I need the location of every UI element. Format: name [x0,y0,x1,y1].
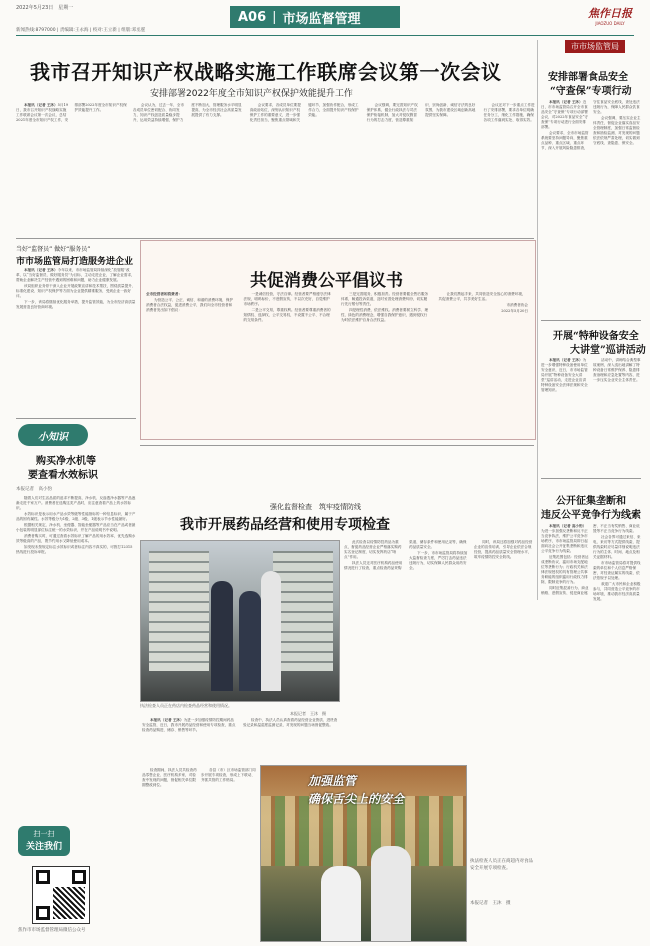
paper-logo [575,5,645,26]
editor-line: 新闻热线:8797000 | 责编辑:王永海 | 校对:王立新 | 组版:邓丞霆 [16,28,146,33]
food-slogan-1: 加强监管 [308,774,357,788]
public-bidding-byline: 本报讯（记者 高小豹） [549,524,587,528]
qr-caption: 焦作市市场监督管理局微信公众号 [18,928,86,933]
qr-label-2: 关注我们 [25,842,62,852]
special-equipment-title-2: 大讲堂”巡讲活动 [570,345,646,356]
good-service-body: 本报讯（记者 王沐）今年以来，市市场监管局持续深化“放管服”改革，以“当好监督员、做好服务员”为目标，主动走进企业，了解企业需求，帮助企业解决生产经营中遇到的困难和问题，助力企业健康发展。 该局组织业务骨干深入企业开展政策宣讲和技术帮扶，围绕质量提升、标准化建设、知识产权保护等方面为企业提供精准服务，受到企业一致好评。 下一步，该局将继续优化服务举措，提升监管效能，为全市经济高质量发展营造良好营商环境。 [16,268,136,309]
drug-check-photo [140,540,340,702]
good-service-kicker: 当好“监督员” 做好“服务员” [16,246,91,253]
proposal-bottom-rule [140,445,534,446]
special-equipment-body: 本报讯（记者 王沐）为进一步增强特种设备使用单位安全意识，近日，市市场监管局开展“特种设备安全大讲堂”巡讲活动，走进企业宣讲特种设备安全法律法规和安全管理知识。 活动中，讲师结合典型事故案例，深入浅出地讲解了特种设备日常维护保养、隐患排查治理和应急处置等内容，进一步压实企业安全主体责任。 [541,358,641,392]
food-safety-body: 本报讯（记者 王沐）近日，市市场监管局召开全市食品安全“守查保”专项行动部署会议，对2022年食品安全“守查保”专项行动进行全面安排部署。 会议要求，全市市场监管系统要坚持问题导向，聚焦重点品种、重点区域、重点环节，深入开展风险隐患排查，守住食品安全底线，查处违法违规行为，保障人民群众饮食安全。 会议强调，要压实企业主体责任，督促企业落实食品安全管理制度，加强日常监督检查和抽检监测，对发现的问题依法依规严肃处理，切实做到守底线、查隐患、保安全。 [541,100,641,150]
lead-bottom-rule [16,238,534,239]
proposal-title: 共促消费公平倡议书 [250,271,403,291]
drug-check-byline: 本报讯（记者 王沐） [150,718,184,722]
public-bidding-title-2: 违反公平竞争行为线索 [541,510,641,521]
drug-check-title: 我市开展药品经营和使用专项检查 [180,517,390,533]
proposal-signature: 市消费者协会 [506,303,528,307]
drug-check-body-right: 此次检查以疫情防控药品为重点，督促药品经营企业严格落实购药实名登记制度，切实发挥药店“哨点”作用。 执法人员还对医疗机构药品使用情况进行了检查，重点检查药品采购渠道、储存条件和使用记录等，确保药品质量安全。 下一步，市市场监管局将持续加大监督检查力度，严厉打击药品违法违规行为，切实保障人民群众用药安全。 同时，该局还将加强对药品经营企业的宣传培训，引导企业依法合规经营，提高药品质量安全管理水平，筑牢疫情防控安全防线。 [344,540,533,570]
lead-byline: 本报讯（记者 王沐） [24,103,58,107]
public-bidding-body: 本报讯（记者 高小豹）为进一步加强反垄断和反不正当竞争执法，维护公平竞争市场秩序，市市场监管局即日起面向社会公开征集垄断和违反公平竞争行为线索。 征集范围包括：经营者达成垄断协议、滥用市场支配地位等垄断行为；行政机关和法律法规授权的具有管理公共事务职能的组织滥用行政权力排除、限制竞争的行为。 同时征集混淆行为、商业贿赂、虚假宣传、侵犯商业秘密、不正当有奖销售、商业诋毁等不正当竞争行为线索。 社会各界可通过来信、来电、来访等方式提供线索，提供线索时应尽量详细说明违法行为的主体、时间、地点及相关证据材料。 市市场监管局将对提供线索的单位和个人信息严格保密，对经查证属实的线索，依法依规予以处理。 欢迎广大市民和企业积极参与，共同营造公平竞争的市场环境，推动我市经济高质量发展。 [541,524,641,601]
bottom-middle-text: 检查期间，执法人员共检查药品零售企业、医疗机构多家，对检查中发现的问题，督促相关单位限期整改到位。 各县（市）区市场监管部门同步开展专项检查，形成上下联动、齐抓共管的工作格局。 [142,768,256,787]
knowledge-tag-label: 小知识 [38,431,68,443]
food-safety-title-1: 安排部署食品安全 [548,72,628,83]
lead-body: 本报讯（记者 王沐）5月19日，我市召开知识产权战略实施工作联席会议第一次会议，总结2021年度全市知识产权工作，安排部署2022年度全市知识产权保护效能提升工作。 会议认为，过去一年，全市各成员单位密切配合、协同发力，知识产权创造质量稳步提升，运用效益持续增强，保护力度不断加大，管理服务水平明显提高，为全市经济社会高质量发展提供了有力支撑。 会议要求，各成员单位要提高政治站位，深刻认识知识产权保护工作的重要意义，进一步强化责任担当，聚焦重点领域和关键环节，加强协作配合，形成工作合力，全面提升知识产权保护效能。 会议强调，要完善知识产权保护体系，健全行政执法与司法保护衔接机制，加大对侵权假冒行为的打击力度，营造尊重知识、崇尚创新、诚信守法的良好氛围，为我市建设区域创新高地提供坚实保障。 会议还对下一步重点工作进行了安排部署，要求各单位明确任务分工，细化工作措施，确保各项工作落到实处、取得实效。 [16,103,535,122]
food-safety-title-2: “守查保”专项行动 [550,86,632,97]
knowledge-title-1: 购买净水机等 [36,456,96,467]
header-date: 2022年5月23日 星期一 [16,5,74,11]
lead-title: 我市召开知识产权战略实施工作联席会议第一次会议 [30,60,502,84]
drug-check-kicker: 强化监督检查 筑牢疫情防线 [270,503,361,511]
lead-subtitle: 安排部署2022年度全市知识产权保护效能提升工作 [150,89,353,99]
qr-label-bubble [18,826,70,856]
header-rule [16,35,634,36]
bureau-tag: 市市场监管局 [565,40,625,53]
knowledge-tag [18,424,88,446]
paper-name: 焦作日报 [588,7,632,20]
paper-pinyin: JIAOZUO DAILY [595,21,625,26]
page-number: A06 [238,9,267,25]
knowledge-title-2: 要查看水效标识 [28,470,98,481]
knowledge-body: 随着人们对生活品质的追求不断提高，净水机、反渗透净水器等产品逐渐走进千家万户。消费者在选购这类产品时，应注意查看产品上的水效标识。 水效标识是表示用水产品水效等级等性能指标的一种信息标识，属于产品的固有属性。水效等级分为1级、2级、3级，1级表示节水性能最好。 根据相关规定，净水机、坐便器、智能坐便器等产品应当在产品或者最小包装的明显部位标注统一的水效标识，并在产品说明书中说明。 消费者购买时，可通过查看水效标识了解产品的用水效率，优先选购水效等级高的产品，既节约用水又降低使用成本。 如发现未按规定标注水效标识或者标注内容不真实的，可拨打12315热线进行投诉举报。 [16,496,136,554]
food-safety-rule [541,320,641,321]
proposal-salutation: 全市经营者和消费者： [146,292,182,296]
page-section: 市场监督管理 [282,11,361,27]
right-column-divider [537,40,538,600]
drug-check-photo-credit: 本报记者 王沐 摄 [290,711,326,716]
qr-label-1: 扫一扫 [33,830,55,838]
proposal-date: 2022年5月20日 [501,309,528,313]
special-equipment-title-1: 开展“特种设备安全 [553,331,639,342]
good-service-title: 市市场监管局打造服务进企业 [16,257,134,267]
page-banner: A06 | 市场监督管理 [230,6,400,28]
special-equipment-rule [541,478,641,479]
knowledge-byline: 本报记者 高小豹 [16,487,52,492]
good-service-byline: 本报讯（记者 王沐） [24,268,58,272]
food-safety-byline: 本报讯（记者 王沐） [549,100,583,104]
food-slogan-2: 确保舌尖上的安全 [308,792,405,806]
special-equipment-byline: 本报讯（记者 王沐） [549,358,583,362]
drug-check-photo-caption: 执法检查人员正在药店内检查药品经营和使用情况。 [140,703,232,708]
food-photo-credit: 本报记者 王沐 摄 [470,901,511,906]
public-bidding-title-1: 公开征集垄断和 [556,496,626,507]
drug-check-body: 本报讯（记者 王沐）为进一步加强疫情防控期间药品安全监管，近日，我市开展药品经营和使用专项检查，重点检查药品购进、储存、销售等环节。 检查中，执法人员认真查看药品经营企业资质、进货查验记录和温湿度监测记录，对发现的问题当场督促整改。 [142,718,338,732]
qr-code[interactable] [32,866,90,924]
good-service-bottom-rule [16,418,136,419]
food-photo-caption: 执法检查人员正在商超内对食品安全开展专项检查。 [470,859,533,871]
proposal-body: 全市经营者和消费者： 为营造公平、公正、诚信、和谐的消费环境，保护消费者合法权益，促进消费公平，我们向全市经营者和消费者发出如下倡议： 一是诚信经营，守法自律。经营者要严格遵守法律法规，明码标价，不虚假宣传，不以次充好，自觉维护市场秩序。 二是公平交易，尊重权利。经营者要尊重消费者的知情权、选择权、公平交易权，不设置不公平、不合理的交易条件。 三是完善服务，积极担责。经营者要健全售后服务体系，畅通投诉渠道，及时妥善处理消费纠纷，切实履行先行赔付等责任。 四是理性消费，依法维权。消费者要树立科学、理性、绿色的消费理念，增强自我保护意识，遇到侵权行为时依法维护自身合法权益。 让我们携起手来，共同营造安全放心的消费环境，共促消费公平，共享美好生活。 市消费者协会 2022年5月20日 [146,292,528,322]
